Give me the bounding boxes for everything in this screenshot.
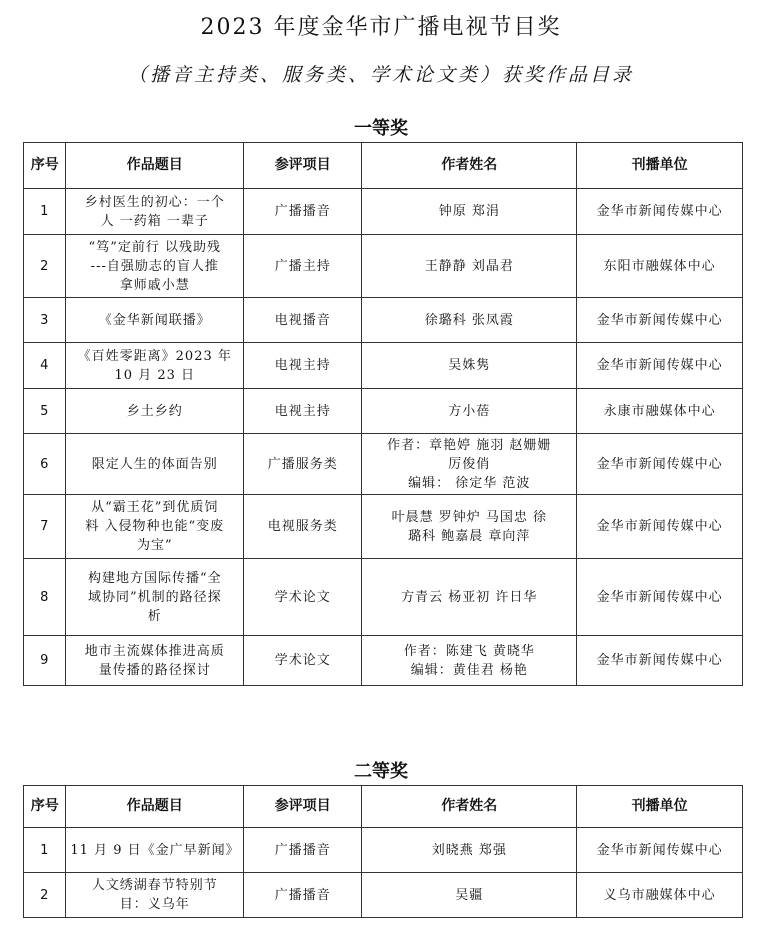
cell-title [66, 495, 244, 559]
cell-item: 电视播音 [244, 298, 362, 343]
table-row [24, 559, 743, 636]
cell-author [362, 873, 577, 918]
table-row [24, 873, 743, 918]
cell-no: 6 [24, 434, 66, 495]
cell-title-line: 目：义乌年 [119, 897, 190, 912]
cell-title-line: 乡土乡约 [126, 403, 183, 419]
cell-author-line: 作者：章艳婷 施羽 赵姗姗 [387, 437, 552, 453]
cell-unit: 金华市新闻传媒中心 [577, 434, 743, 495]
cell-item: 电视主持 [244, 343, 362, 389]
cell-title-line: ---自强励志的盲人推 [90, 258, 219, 274]
cell-no: 9 [24, 636, 66, 686]
cell-title-line: 拿师戚小慧 [119, 277, 190, 293]
cell-no: 8 [24, 559, 66, 636]
cell-author-line: 编辑：黄佳君 杨艳 [410, 662, 528, 678]
cell-title [66, 298, 244, 343]
cell-author-line: 方小蓓 [448, 403, 491, 419]
cell-title-line: 11 月 9 日《金广早新闻》 [70, 842, 240, 858]
cell-title-line: 人文绣湖春节特别节 [91, 878, 218, 893]
table-row [24, 343, 743, 389]
cell-author [362, 235, 577, 298]
cell-title [66, 189, 244, 235]
cell-item: 广播播音 [244, 873, 362, 918]
cell-author-line: 叶晨慧 罗钟炉 马国忠 徐 [391, 509, 548, 525]
cell-unit: 金华市新闻传媒中心 [577, 828, 743, 873]
cell-item: 电视主持 [244, 389, 362, 434]
header-unit: 刊播单位 [577, 143, 743, 189]
table-row [24, 389, 743, 434]
cell-author [362, 495, 577, 559]
cell-author-line: 刘晓燕 郑强 [431, 842, 507, 858]
cell-title-line: 构建地方国际传播“全 [87, 570, 222, 586]
cell-title [66, 636, 244, 686]
cell-title [66, 389, 244, 434]
cell-title [66, 343, 244, 389]
cell-title [66, 235, 244, 298]
cell-no: 3 [24, 298, 66, 343]
header-no: 序号 [24, 786, 66, 828]
cell-no: 5 [24, 389, 66, 434]
award-table-second-prize [23, 785, 743, 918]
cell-title-line: 限定人生的体面告别 [91, 456, 218, 472]
cell-title [66, 873, 244, 918]
cell-title-line: “笃”定前行 以残助残 [88, 239, 221, 255]
cell-author [362, 389, 577, 434]
table-row [24, 434, 743, 495]
cell-no: 1 [24, 189, 66, 235]
cell-unit: 义乌市融媒体中心 [577, 873, 743, 918]
cell-no: 4 [24, 343, 66, 389]
cell-title-line: 从“霸王花”到优质饲 [91, 500, 219, 515]
cell-unit: 永康市融媒体中心 [577, 389, 743, 434]
cell-item: 学术论文 [244, 559, 362, 636]
table-body [24, 189, 743, 686]
header-author: 作者姓名 [362, 786, 577, 828]
table-row [24, 828, 743, 873]
cell-unit: 金华市新闻传媒中心 [577, 343, 743, 389]
table-row [24, 189, 743, 235]
cell-title-line: 域协同”机制的路径探 [87, 589, 222, 605]
cell-title-line: 《百姓零距离》2023 年 [77, 348, 232, 364]
table-row [24, 235, 743, 298]
cell-author [362, 189, 577, 235]
cell-author-line: 吴姝隽 [448, 358, 491, 373]
cell-author-line: 方青云 杨亚初 许日华 [401, 589, 538, 605]
cell-author-line: 徐璐科 张凤霞 [424, 312, 514, 328]
header-title: 作品题目 [66, 143, 244, 189]
cell-title-line: 为宝” [136, 538, 173, 553]
cell-author [362, 434, 577, 495]
cell-title-line: 量传播的路径探讨 [98, 662, 211, 678]
cell-author-line: 钟原 郑涓 [438, 204, 500, 219]
cell-item: 广播播音 [244, 828, 362, 873]
cell-author [362, 559, 577, 636]
table-row [24, 495, 743, 559]
cell-no: 7 [24, 495, 66, 559]
document-subtitle: （播音主持类、服务类、学术论文类）获奖作品目录 [127, 64, 634, 86]
cell-unit: 金华市新闻传媒中心 [577, 559, 743, 636]
cell-item: 电视服务类 [244, 495, 362, 559]
cell-unit: 金华市新闻传媒中心 [577, 189, 743, 235]
document-title: 2023 年度金华市广播电视节目奖 [200, 15, 562, 40]
cell-item: 广播服务类 [244, 434, 362, 495]
header-no: 序号 [24, 143, 66, 189]
cell-title-line: 《金华新闻联播》 [98, 312, 211, 328]
cell-unit: 金华市新闻传媒中心 [577, 298, 743, 343]
table-row [24, 636, 743, 686]
cell-unit: 东阳市融媒体中心 [577, 235, 743, 298]
cell-no: 2 [24, 235, 66, 298]
cell-title [66, 559, 244, 636]
cell-author [362, 298, 577, 343]
cell-unit: 金华市新闻传媒中心 [577, 495, 743, 559]
cell-title-line: 料 入侵物种也能“变废 [85, 519, 225, 534]
cell-title-line: 10 月 23 日 [114, 367, 195, 383]
cell-item: 广播主持 [244, 235, 362, 298]
cell-author [362, 636, 577, 686]
cell-author [362, 343, 577, 389]
table-row [24, 298, 743, 343]
cell-author-line: 作者：陈建飞 黄晓华 [403, 643, 535, 659]
cell-title-line: 析 [147, 608, 162, 624]
cell-author-line: 璐科 鲍嘉晨 章向萍 [408, 528, 531, 544]
header-author: 作者姓名 [362, 143, 577, 189]
cell-title-line: 地市主流媒体推进高质 [84, 643, 225, 659]
header-item: 参评项目 [244, 143, 362, 189]
header-item: 参评项目 [244, 786, 362, 828]
cell-item: 学术论文 [244, 636, 362, 686]
cell-author-line: 吴疆 [455, 887, 484, 903]
cell-title [66, 828, 244, 873]
table-header-row [24, 786, 743, 828]
cell-title [66, 434, 244, 495]
cell-title-line: 人 一药箱 一辈子 [100, 213, 209, 229]
award-table-first-prize [23, 142, 743, 686]
cell-title-line: 乡村医生的初心：一个 [84, 194, 225, 210]
table-header-row [24, 143, 743, 189]
cell-item: 广播播音 [244, 189, 362, 235]
cell-unit: 金华市新闻传媒中心 [577, 636, 743, 686]
cell-author-line: 厉俊俏 [448, 456, 491, 472]
cell-author-line: 编辑： 徐定华 范波 [408, 475, 531, 491]
cell-author-line: 王静静 刘晶君 [424, 258, 514, 274]
section-heading-first-prize: 一等奖 [354, 118, 408, 139]
section-heading-second-prize: 二等奖 [354, 761, 408, 782]
cell-no: 1 [24, 828, 66, 873]
header-unit: 刊播单位 [577, 786, 743, 828]
cell-author [362, 828, 577, 873]
header-title: 作品题目 [66, 786, 244, 828]
table-body [24, 828, 743, 918]
cell-no: 2 [24, 873, 66, 918]
